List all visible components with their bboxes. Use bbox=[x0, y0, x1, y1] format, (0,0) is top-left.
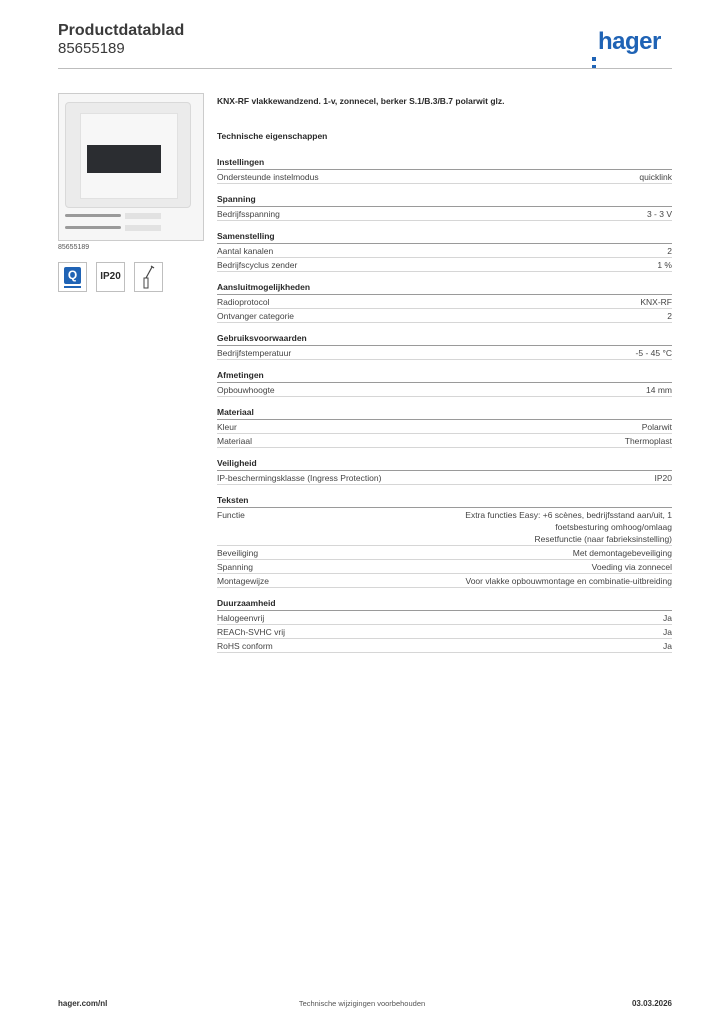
spec-value: Extra functies Easy: +6 scènes, bedrijfsstand aan/uit, 1 foetsbesturing omhoog/omlaag Resetfunctie (naar fabrieksinstelling) bbox=[465, 510, 672, 544]
spec-value: Voeding via zonnecel bbox=[591, 562, 672, 572]
spec-group bbox=[217, 369, 672, 397]
spec-row bbox=[217, 611, 672, 625]
spec-value: Voor vlakke opbouwmontage en combinatie-uitbreiding bbox=[465, 576, 672, 586]
spec-group-title: Teksten bbox=[217, 494, 672, 508]
spec-label: Ontvanger categorie bbox=[217, 311, 295, 321]
spec-value: Polarwit bbox=[641, 422, 672, 432]
tech-properties-heading: Technische eigenschappen bbox=[217, 131, 328, 141]
spec-group bbox=[217, 156, 672, 184]
spec-label: Spanning bbox=[217, 562, 253, 572]
spec-value: 2 bbox=[667, 311, 672, 321]
spec-group-title: Spanning bbox=[217, 193, 672, 207]
spec-label: Ondersteunde instelmodus bbox=[217, 172, 319, 182]
page-title: Productdatablad bbox=[58, 22, 185, 39]
product-number: 85655189 bbox=[58, 40, 125, 57]
spec-group-title: Materiaal bbox=[217, 406, 672, 420]
spec-row bbox=[217, 434, 672, 448]
spec-group bbox=[217, 193, 672, 221]
spec-row bbox=[217, 207, 672, 221]
spec-row bbox=[217, 170, 672, 184]
spec-group-title: Duurzaamheid bbox=[217, 597, 672, 611]
header-divider bbox=[58, 68, 672, 69]
spec-row bbox=[217, 471, 672, 485]
spec-table bbox=[217, 156, 672, 662]
footer-website: hager.com/nl bbox=[58, 999, 108, 1008]
spec-label: Halogeenvrij bbox=[217, 613, 265, 623]
spec-group-title: Instellingen bbox=[217, 156, 672, 170]
spec-value: Met demontagebeveiliging bbox=[572, 548, 672, 558]
spec-row bbox=[217, 625, 672, 639]
spec-row bbox=[217, 639, 672, 653]
spec-label: Beveiliging bbox=[217, 548, 259, 558]
spec-value: IP20 bbox=[654, 473, 672, 483]
spec-row bbox=[217, 560, 672, 574]
product-image bbox=[58, 93, 204, 241]
spec-label: Bedrijfsspanning bbox=[217, 209, 280, 219]
spec-value: Ja bbox=[663, 641, 672, 651]
spec-label: Materiaal bbox=[217, 436, 252, 446]
spec-group bbox=[217, 457, 672, 485]
spec-label: Opbouwhoogte bbox=[217, 385, 275, 395]
spec-group bbox=[217, 597, 672, 653]
screw-image bbox=[65, 214, 121, 217]
spec-value: 2 bbox=[667, 246, 672, 256]
spec-row bbox=[217, 546, 672, 560]
spec-group-title: Samenstelling bbox=[217, 230, 672, 244]
spec-label: RoHS conform bbox=[217, 641, 273, 651]
spec-group bbox=[217, 494, 672, 588]
logo-text: hager bbox=[598, 28, 661, 55]
image-caption: 85655189 bbox=[58, 244, 90, 251]
hager-logo bbox=[592, 28, 661, 56]
switch-plate bbox=[65, 102, 191, 208]
spec-value: 3 - 3 V bbox=[646, 209, 672, 219]
spec-label: Functie bbox=[217, 510, 245, 520]
spec-row bbox=[217, 346, 672, 360]
screwdriver-icon bbox=[134, 262, 163, 292]
spec-value: -5 - 45 °C bbox=[635, 348, 672, 358]
spec-label: Bedrijfstemperatuur bbox=[217, 348, 292, 358]
accessory-label bbox=[125, 213, 161, 219]
screw-image bbox=[65, 226, 121, 229]
footer-disclaimer: Technische wijzigingen voorbehouden bbox=[298, 999, 426, 1008]
spec-group bbox=[217, 281, 672, 323]
solar-cell bbox=[87, 145, 161, 173]
spec-row bbox=[217, 258, 672, 272]
spec-value: KNX-RF bbox=[640, 297, 672, 307]
spec-value: Ja bbox=[663, 613, 672, 623]
spec-group-title: Veiligheid bbox=[217, 457, 672, 471]
spec-value: quicklink bbox=[639, 172, 672, 182]
spec-row bbox=[217, 508, 672, 546]
spec-row bbox=[217, 383, 672, 397]
footer-date: 03.03.2026 bbox=[631, 999, 672, 1008]
spec-group bbox=[217, 230, 672, 272]
spec-row bbox=[217, 420, 672, 434]
spec-group bbox=[217, 332, 672, 360]
spec-label: Montagewijze bbox=[217, 576, 269, 586]
spec-row bbox=[217, 309, 672, 323]
spec-row bbox=[217, 574, 672, 588]
spec-label: Kleur bbox=[217, 422, 237, 432]
product-title: KNX-RF vlakkewandzend. 1-v, zonnecel, berker S.1/B.3/B.7 polarwit glz. bbox=[217, 96, 505, 106]
spec-label: IP-beschermingsklasse (Ingress Protection) bbox=[217, 473, 382, 483]
spec-row bbox=[217, 295, 672, 309]
spec-group bbox=[217, 406, 672, 448]
spec-group-title: Gebruiksvoorwaarden bbox=[217, 332, 672, 346]
spec-label: REACh-SVHC vrij bbox=[217, 627, 286, 637]
spec-label: Radioprotocol bbox=[217, 297, 270, 307]
spec-value: Thermoplast bbox=[624, 436, 672, 446]
quality-label-icon: Q bbox=[58, 262, 87, 292]
spec-label: Aantal kanalen bbox=[217, 246, 274, 256]
spec-value: Ja bbox=[663, 627, 672, 637]
ip-rating-badge: IP20 bbox=[96, 262, 125, 292]
spec-row bbox=[217, 244, 672, 258]
spec-group-title: Afmetingen bbox=[217, 369, 672, 383]
spec-value: 14 mm bbox=[646, 385, 672, 395]
accessory-label bbox=[125, 225, 161, 231]
spec-value: 1 % bbox=[657, 260, 672, 270]
spec-group-title: Aansluitmogelijkheden bbox=[217, 281, 672, 295]
spec-label: Bedrijfscyclus zender bbox=[217, 260, 298, 270]
